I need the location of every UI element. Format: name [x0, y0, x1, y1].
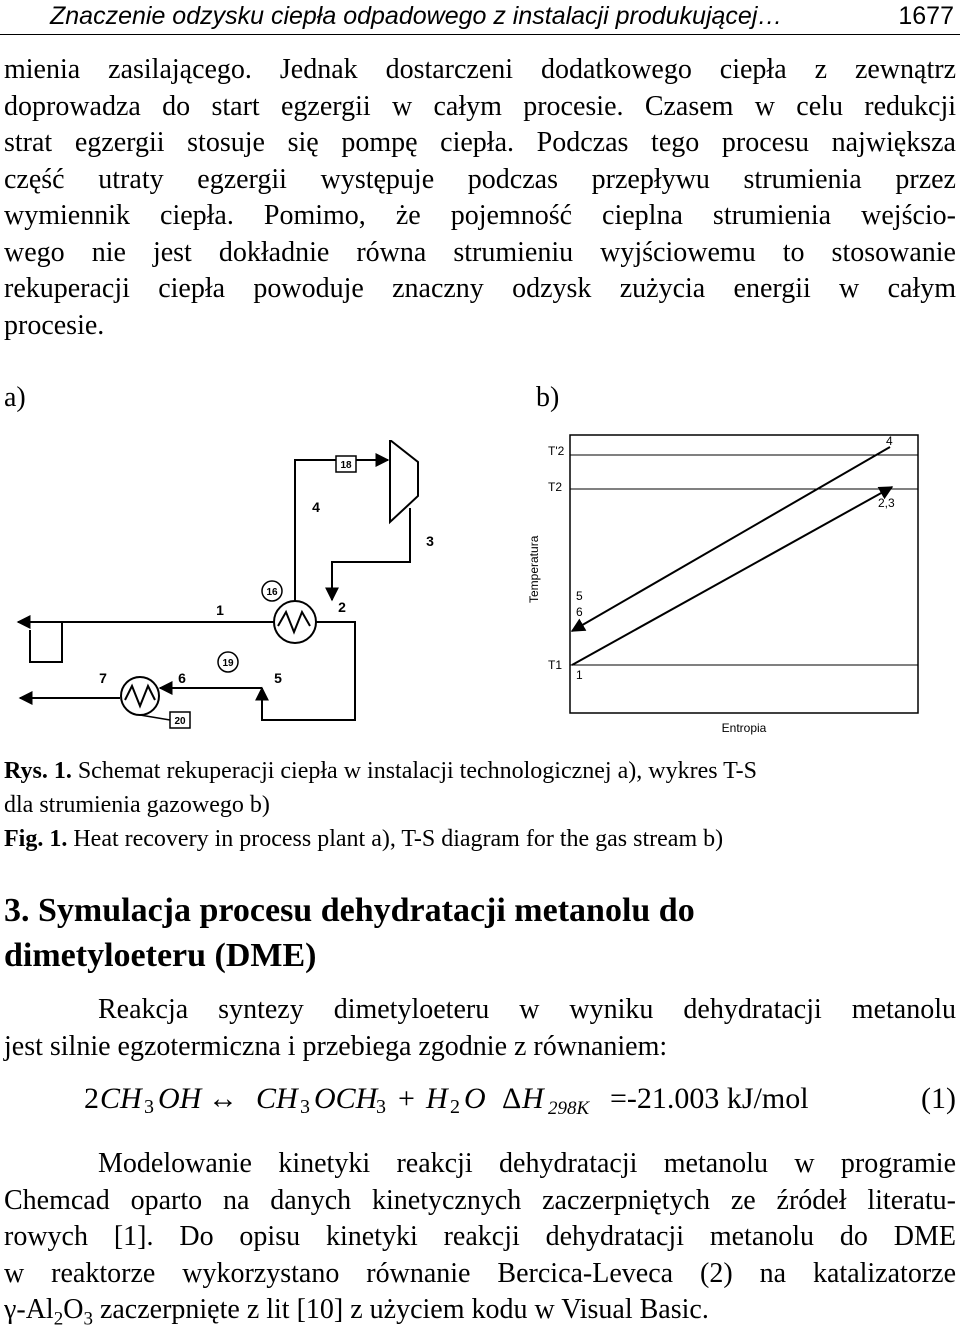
ts-diagram: [520, 425, 920, 740]
eq-och: OCH: [314, 1082, 378, 1115]
eq-oh: OH: [158, 1082, 202, 1115]
caption-en-text: Heat recovery in process plant a), T-S diagram for the gas stream b): [73, 826, 724, 852]
text-line: wego nie jest dokładnie równa strumieniu wyjściowemu to stosowanie: [4, 236, 956, 268]
text-line: w reaktorze wykorzystano równanie Bercica-Leveca (2) na katalizatorze: [4, 1257, 956, 1289]
text-line: rowych [1]. Do opisu kinetyki reakcji dehydratacji metanolu do DME: [4, 1221, 956, 1252]
node-label: 5: [274, 670, 282, 686]
node-label: 1: [216, 602, 224, 618]
header-title: Znaczenie odzysku ciepła odpadowego z instalacji produkującej…: [50, 2, 783, 30]
node-label: 7: [99, 670, 107, 686]
paragraph-intro: [4, 52, 956, 344]
eq-h: H: [426, 1082, 448, 1115]
eq-plus: +: [398, 1082, 415, 1115]
eq-sub: 3: [144, 1096, 154, 1118]
figure-label-b: b): [536, 382, 560, 413]
caption-pl-label: Rys. 1.: [4, 758, 72, 784]
paragraph-reaction: [4, 992, 956, 1065]
oxide-o: O: [63, 1294, 84, 1325]
sub-2: 2: [53, 1308, 64, 1330]
eq-ch: CH: [100, 1082, 142, 1115]
process-schematic: [0, 440, 520, 740]
text-line: część utraty egzergii występuje podczas przepływu strumienia przez: [4, 163, 956, 195]
eq-sub-298k: 298K: [548, 1098, 590, 1119]
plot-frame: [570, 435, 918, 713]
section-heading: [4, 888, 695, 978]
node-label: 19: [222, 658, 234, 669]
paragraph-kinetics: [4, 1146, 956, 1338]
equation-1: [80, 1082, 956, 1126]
running-header: [0, 0, 960, 35]
eq-ch-2: CH: [256, 1082, 298, 1115]
point-label: 4: [886, 434, 893, 448]
caption-polish: [4, 754, 757, 822]
y-axis-label: Temperatura: [527, 535, 541, 603]
node-label: 20: [174, 716, 186, 727]
text-line: Modelowanie kinetyki reakcji dehydratacji metanolu w programie: [98, 1148, 956, 1179]
node-label: 2: [338, 599, 346, 615]
text-line: jest silnie egzotermiczna i przebiega zgodnie z równaniem:: [4, 1030, 668, 1062]
section-heading-line2: dimetyloeteru (DME): [4, 937, 317, 974]
text-line: strat egzergii stosuje się pompę ciepła. Podczas tego procesu największa: [4, 127, 956, 158]
eq-sub-2: 3: [300, 1096, 310, 1118]
text-line: Reakcja syntezy dimetyloeteru w wyniku dehydratacji metanolu: [98, 994, 956, 1025]
page-number: 1677: [898, 2, 954, 30]
text-line: procesie.: [4, 309, 105, 341]
caption-pl-text: Schemat rekuperacji ciepła w instalacji technologicznej a), wykres T-S: [77, 758, 757, 784]
section-heading-line1: 3. Symulacja procesu dehydratacji metanolu do: [4, 892, 695, 929]
text-line: wymiennik ciepła. Pomimo, że pojemność cieplna strumienia wejścio-: [4, 200, 956, 231]
eq-value: =-21.003 kJ/mol: [610, 1082, 809, 1115]
y-tick-label: T1: [548, 658, 563, 672]
caption-en-label: Fig. 1.: [4, 826, 68, 852]
text-line: rekuperacji ciepła powoduje znaczny odzysk zużycia energii w całym: [4, 273, 956, 304]
node-label: 16: [266, 587, 278, 598]
node-label: 4: [312, 499, 320, 515]
node-label: 18: [340, 460, 352, 471]
point-label: 5: [576, 589, 583, 603]
node-label: 3: [426, 533, 434, 549]
text-line: Chemcad oparto na danych kinetycznych zaczerpniętych ze źródeł literatu-: [4, 1184, 956, 1216]
pipe-stream-3: [332, 508, 410, 600]
point-label: 6: [576, 605, 583, 619]
point-label: 2,3: [878, 496, 895, 510]
eq-number: (1): [921, 1082, 956, 1115]
turbine-shape: [390, 440, 418, 522]
point-label: 1: [576, 668, 583, 682]
eq-o: O: [464, 1082, 486, 1115]
caption-english: [4, 822, 723, 856]
y-tick-label: T'2: [548, 444, 565, 458]
y-tick-label: T2: [548, 480, 563, 494]
caption-pl-text-2: dla strumienia gazowego b): [4, 792, 270, 818]
eq-delta: Δ: [502, 1082, 522, 1115]
eq-arrow: ↔: [208, 1082, 238, 1115]
text-line-last: [4, 1292, 956, 1338]
text-line: mienia zasilającego. Jednak dostarczeni dodatkowego ciepła z zewnątrz: [4, 54, 956, 85]
text-line: doprowadza do start egzergii w całym procesie. Czasem w celu redukcji: [4, 90, 956, 122]
pipe-stream-4: [295, 460, 388, 622]
sub-3: 3: [83, 1308, 93, 1330]
node-label: 6: [178, 670, 186, 686]
eq-coef: 2: [84, 1082, 99, 1115]
last-line-rest: zaczerpnięte z lit [10] z użyciem kodu w Visual Basic.: [92, 1294, 709, 1325]
pipe-stream-1: [30, 622, 274, 662]
figure-label-a: a): [4, 382, 26, 413]
eq-h-2: H: [522, 1082, 544, 1115]
x-axis-label: Entropia: [721, 721, 767, 735]
gamma-al: γ-Al: [4, 1294, 54, 1325]
eq-sub-4: 2: [450, 1096, 460, 1118]
eq-sub-3: 3: [376, 1096, 386, 1118]
